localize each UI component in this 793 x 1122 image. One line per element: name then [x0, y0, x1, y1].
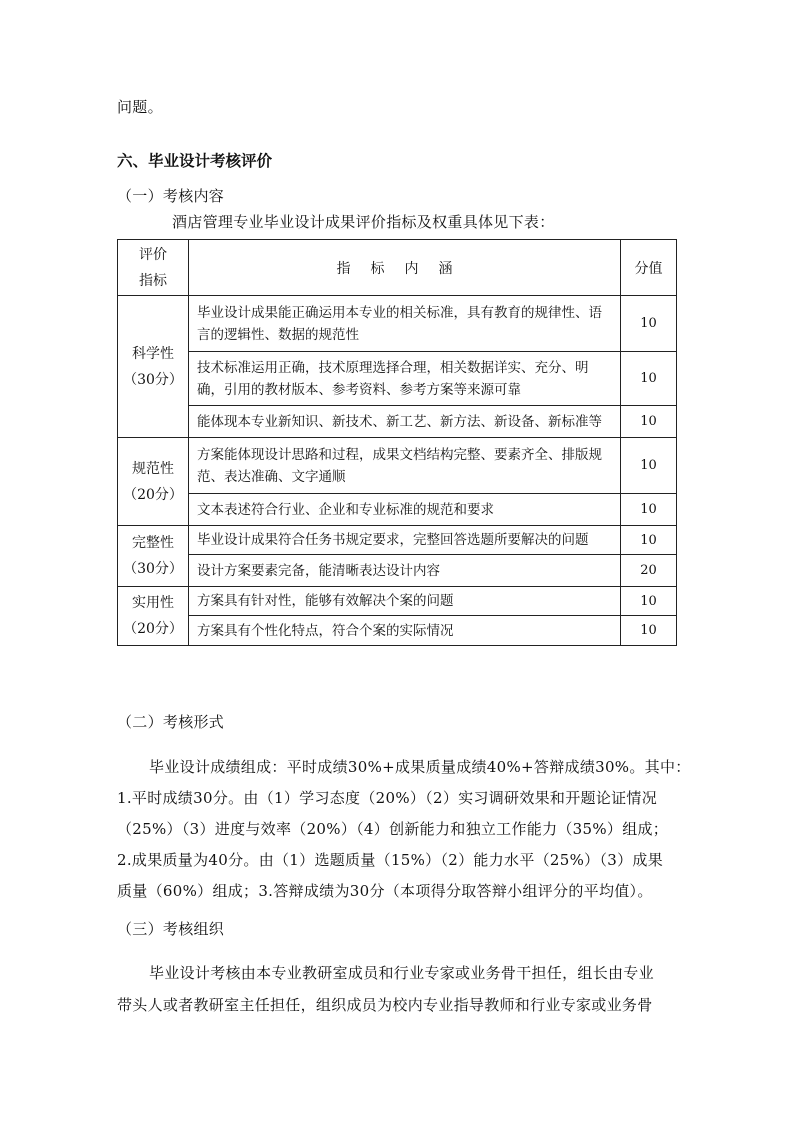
criterion-score: 10: [621, 438, 677, 494]
evaluation-table: [117, 239, 677, 646]
criterion-score: 10: [621, 616, 677, 646]
assessment-form-line: 质量（60%）组成；3.答辩成绩为30分（本项得分取答辩小组评分的平均值）。: [117, 882, 653, 900]
criterion-text: 毕业设计成果符合任务书规定要求，完整回答选题所要解决的问题: [189, 526, 621, 555]
dimension-cell: [118, 587, 189, 646]
dimension-name: 实用性: [132, 595, 174, 611]
criterion-text: 方案能体现设计思路和过程，成果文档结构完整、要素齐全、排版规范、表达准确、文字通顺: [189, 438, 621, 494]
table-row: [118, 296, 677, 352]
criterion-score: 10: [621, 352, 677, 406]
table-row: [118, 494, 677, 526]
table-row: [118, 352, 677, 406]
organization-line: 毕业设计考核由本专业教研室成员和行业专家或业务骨干担任，组长由专业: [149, 964, 654, 982]
criterion-text: 设计方案要素完备，能清晰表达设计内容: [189, 555, 621, 587]
section-heading: 六、毕业设计考核评价: [117, 152, 273, 170]
dimension-name: 完整性: [132, 535, 174, 551]
subsection-title-content: （一）考核内容: [117, 187, 225, 205]
header-indicator: [118, 240, 189, 296]
criterion-text: 方案具有针对性，能够有效解决个案的问题: [189, 587, 621, 616]
assessment-form-line: 1.平时成绩30分。由（1）学习态度（20%）（2）实习调研效果和开题论证情况: [117, 789, 658, 807]
table-header-row: [118, 240, 677, 296]
criterion-text: 文本表述符合行业、企业和专业标准的规范和要求: [189, 494, 621, 526]
criterion-score: 10: [621, 494, 677, 526]
subsection-title-form: （二）考核形式: [117, 713, 225, 731]
dimension-weight: （20分）: [123, 486, 183, 503]
criterion-score: 10: [621, 296, 677, 352]
continued-text-fragment: 问题。: [117, 98, 163, 116]
table-row: [118, 555, 677, 587]
table-row: [118, 587, 677, 616]
table-row: [118, 438, 677, 494]
criterion-text: 方案具有个性化特点，符合个案的实际情况: [189, 616, 621, 646]
subsection-title-organization: （三）考核组织: [117, 920, 225, 938]
header-content: 指标内涵: [189, 240, 621, 296]
table-row: [118, 526, 677, 555]
assessment-form-line: 毕业设计成绩组成：平时成绩30%+成果质量成绩40%+答辩成绩30%。其中：: [149, 758, 691, 776]
assessment-form-line: 2.成果质量为40分。由（1）选题质量（15%）（2）能力水平（25%）（3）成果: [117, 851, 664, 869]
criterion-score: 10: [621, 406, 677, 438]
header-indicator-line1: 评价: [139, 246, 167, 263]
criterion-score: 10: [621, 526, 677, 555]
criterion-text: 能体现本专业新知识、新技术、新工艺、新方法、新设备、新标准等: [189, 406, 621, 438]
dimension-name: 科学性: [132, 345, 174, 362]
table-row: [118, 406, 677, 438]
assessment-form-line: （25%）（3）进度与效率（20%）（4）创新能力和独立工作能力（35%）组成；: [117, 820, 669, 838]
criterion-score: 10: [621, 587, 677, 616]
organization-line: 带头人或者教研室主任担任，组织成员为校内专业指导教师和行业专家或业务骨: [117, 996, 653, 1014]
dimension-weight: （30分）: [123, 561, 183, 577]
criterion-text: 技术标准运用正确，技术原理选择合理，相关数据详实、充分、明确，引用的教材版本、参考资料、参考方案等来源可靠: [189, 352, 621, 406]
header-indicator-line2: 指标: [139, 272, 167, 289]
dimension-weight: （20分）: [123, 621, 183, 637]
criterion-text: 毕业设计成果能正确运用本专业的相关标准，具有教育的规律性、语言的逻辑性、数据的规范性: [189, 296, 621, 352]
table-row: [118, 616, 677, 646]
dimension-cell: [118, 296, 189, 438]
dimension-cell: [118, 526, 189, 587]
header-score: 分值: [621, 240, 677, 296]
dimension-cell: [118, 438, 189, 526]
dimension-weight: （30分）: [123, 371, 183, 388]
dimension-name: 规范性: [132, 460, 174, 477]
table-intro: 酒店管理专业毕业设计成果评价指标及权重具体见下表：: [172, 213, 555, 231]
criterion-score: 20: [621, 555, 677, 587]
